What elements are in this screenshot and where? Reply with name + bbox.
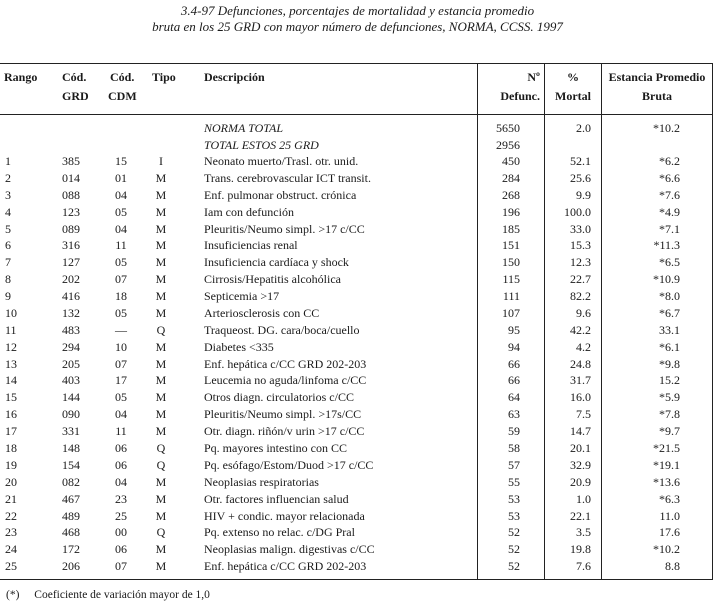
cell-estancia: *9.7 bbox=[659, 424, 680, 439]
cell-estancia: *4.9 bbox=[659, 204, 680, 219]
cell-tipo: Q bbox=[156, 441, 166, 455]
cell-mortal: 22.7 bbox=[570, 272, 591, 287]
cell-defunc: 58 bbox=[508, 441, 520, 455]
cell-descripcion: Leucemia no aguda/linfoma c/CC bbox=[204, 373, 367, 388]
cell-mortal: 9.6 bbox=[576, 305, 591, 320]
cell-mortal: 7.5 bbox=[576, 407, 591, 422]
cell-grd: 316 bbox=[62, 238, 80, 253]
cell-cdm: 04 bbox=[115, 187, 127, 202]
cell-estancia: *19.1 bbox=[653, 457, 680, 472]
cell-tipo: M bbox=[155, 474, 167, 489]
cell-descripcion: Enf. pulmonar obstruct. crónica bbox=[204, 187, 357, 202]
cell-descripcion: Iam con defunción bbox=[204, 204, 294, 219]
cell-estancia: 8.8 bbox=[665, 559, 680, 574]
footnote bbox=[6, 589, 222, 601]
cell-defunc: 284 bbox=[502, 170, 520, 185]
cell-tipo: Q bbox=[156, 322, 166, 337]
cell-estancia: 17.6 bbox=[659, 525, 680, 540]
cell-descripcion: Pq. esófago/Estom/Duod >17 c/CC bbox=[204, 457, 374, 472]
cell-cdm: 11 bbox=[115, 238, 127, 253]
cell-defunc: 66 bbox=[508, 356, 520, 371]
cell-defunc: 59 bbox=[508, 424, 520, 439]
cell-rango: 25 bbox=[5, 559, 17, 574]
cell-tipo: M bbox=[155, 407, 167, 422]
cell-cdm: 00 bbox=[115, 525, 127, 540]
cell-estancia: *9.8 bbox=[659, 356, 680, 371]
table-title-line-2: bruta en los 25 GRD con mayor número de defunciones, NORMA, CCSS. 1997 bbox=[152, 19, 563, 34]
cell-mortal: 15.3 bbox=[570, 238, 591, 253]
cell-mortal: 52.1 bbox=[570, 154, 591, 168]
cell-rango: 13 bbox=[5, 356, 17, 371]
norma-total-mortal: 2.0 bbox=[576, 121, 591, 135]
cell-estancia: *7.8 bbox=[659, 407, 680, 422]
cell-descripcion: Cirrosis/Hepatitis alcohólica bbox=[204, 272, 341, 287]
cell-rango: 11 bbox=[5, 322, 17, 337]
cell-defunc: 107 bbox=[502, 305, 520, 320]
cell-tipo: Q bbox=[156, 525, 166, 540]
cell-rango: 22 bbox=[5, 508, 17, 523]
cell-grd: 205 bbox=[62, 356, 80, 371]
cell-tipo: M bbox=[155, 272, 167, 287]
top-rule bbox=[0, 63, 713, 64]
cell-tipo: I bbox=[159, 154, 163, 168]
header-cod-cdm-2: CDM bbox=[108, 89, 137, 103]
cell-mortal: 16.0 bbox=[570, 390, 591, 405]
cell-cdm: 06 bbox=[115, 457, 127, 472]
cell-tipo: M bbox=[155, 170, 167, 185]
cell-grd: 090 bbox=[62, 407, 80, 422]
norma-total-label: NORMA TOTAL bbox=[204, 121, 284, 135]
footnote-mark: (*) bbox=[6, 589, 20, 601]
cell-cdm: 06 bbox=[115, 441, 127, 455]
cell-estancia: 33.1 bbox=[659, 322, 680, 337]
cell-cdm: 11 bbox=[115, 424, 127, 439]
cell-descripcion: Otr. diagn. riñón/v urin >17 c/CC bbox=[204, 424, 365, 439]
cell-mortal: 7.6 bbox=[576, 559, 591, 574]
cell-estancia: *6.3 bbox=[659, 491, 680, 506]
cell-mortal: 3.5 bbox=[576, 525, 591, 540]
cell-defunc: 95 bbox=[508, 322, 520, 337]
norma-total-defunc: 5650 bbox=[496, 121, 520, 135]
cell-grd: 331 bbox=[62, 424, 80, 439]
cell-mortal: 20.9 bbox=[570, 474, 591, 489]
cell-cdm: 01 bbox=[115, 170, 127, 185]
cell-defunc: 115 bbox=[502, 272, 520, 287]
cell-mortal: 20.1 bbox=[570, 441, 591, 455]
grd-total-label: TOTAL ESTOS 25 GRD bbox=[204, 138, 319, 152]
cell-grd: 014 bbox=[62, 170, 80, 185]
cell-estancia: *6.7 bbox=[659, 305, 680, 320]
cell-estancia: *10.2 bbox=[653, 542, 680, 557]
cell-rango: 1 bbox=[5, 154, 11, 168]
cell-mortal: 24.8 bbox=[570, 356, 591, 371]
cell-cdm: 17 bbox=[115, 373, 127, 388]
cell-cdm: 15 bbox=[115, 154, 127, 168]
cell-estancia: *6.2 bbox=[659, 154, 680, 168]
cell-defunc: 450 bbox=[502, 154, 520, 168]
cell-tipo: M bbox=[155, 339, 167, 354]
cell-defunc: 64 bbox=[508, 390, 520, 405]
cell-rango: 24 bbox=[5, 542, 17, 557]
cell-defunc: 52 bbox=[508, 525, 520, 540]
header-rango: Rango bbox=[4, 70, 38, 84]
header-mortal-1: % bbox=[567, 70, 579, 84]
cell-descripcion: Otr. factores influencian salud bbox=[204, 491, 349, 506]
cell-grd: 172 bbox=[62, 542, 80, 557]
cell-estancia: 15.2 bbox=[659, 373, 680, 388]
cell-grd: 132 bbox=[62, 305, 80, 320]
cell-grd: 483 bbox=[62, 322, 80, 337]
cell-descripcion: Insuficiencia cardíaca y shock bbox=[204, 255, 349, 270]
cell-estancia: 11.0 bbox=[659, 508, 680, 523]
cell-cdm: 07 bbox=[115, 272, 127, 287]
cell-descripcion: Enf. hepática c/CC GRD 202-203 bbox=[204, 559, 367, 574]
cell-defunc: 196 bbox=[502, 204, 520, 219]
cell-grd: 082 bbox=[62, 474, 80, 489]
norma-total-estancia: *10.2 bbox=[653, 121, 680, 135]
cell-defunc: 151 bbox=[502, 238, 520, 253]
cell-descripcion: Arteriosclerosis con CC bbox=[204, 305, 320, 320]
cell-descripcion: Trans. cerebrovascular ICT transit. bbox=[204, 170, 371, 185]
cell-descripcion: Neoplasias respiratorias bbox=[204, 474, 319, 489]
cell-grd: 206 bbox=[62, 559, 80, 574]
cell-cdm: 04 bbox=[115, 474, 127, 489]
header-tipo: Tipo bbox=[152, 70, 176, 84]
cell-mortal: 22.1 bbox=[570, 508, 591, 523]
cell-defunc: 63 bbox=[508, 407, 520, 422]
cell-defunc: 268 bbox=[502, 187, 520, 202]
cell-defunc: 55 bbox=[508, 474, 520, 489]
cell-defunc: 53 bbox=[508, 491, 520, 506]
header-cod-grd-2: GRD bbox=[62, 89, 89, 103]
cell-tipo: M bbox=[155, 491, 167, 506]
cell-mortal: 1.0 bbox=[576, 491, 591, 506]
cell-descripcion: Enf. hepática c/CC GRD 202-203 bbox=[204, 356, 367, 371]
grd-total-defunc: 2956 bbox=[496, 138, 520, 152]
cell-cdm: 10 bbox=[115, 339, 127, 354]
cell-mortal: 33.0 bbox=[570, 221, 591, 236]
cell-grd: 468 bbox=[62, 525, 80, 540]
cell-tipo: M bbox=[155, 238, 167, 253]
cell-defunc: 111 bbox=[502, 289, 520, 303]
cell-estancia: *7.6 bbox=[659, 187, 680, 202]
cell-defunc: 57 bbox=[508, 457, 520, 472]
cell-descripcion: Pleuritis/Neumo simpl. >17 c/CC bbox=[204, 221, 365, 236]
header-rule bbox=[0, 114, 713, 115]
cell-rango: 19 bbox=[5, 457, 17, 472]
cell-rango: 6 bbox=[5, 238, 11, 253]
cell-cdm: 06 bbox=[115, 542, 127, 557]
cell-cdm: 05 bbox=[115, 390, 127, 405]
cell-rango: 15 bbox=[5, 390, 17, 405]
cell-grd: 416 bbox=[62, 289, 80, 303]
cell-defunc: 150 bbox=[502, 255, 520, 270]
cell-rango: 23 bbox=[5, 525, 17, 540]
cell-mortal: 82.2 bbox=[570, 289, 591, 303]
cell-tipo: M bbox=[155, 221, 167, 236]
cell-grd: 154 bbox=[62, 457, 80, 472]
cell-estancia: *8.0 bbox=[659, 289, 680, 303]
cell-descripcion: Septicemia >17 bbox=[204, 289, 280, 303]
cell-mortal: 31.7 bbox=[570, 373, 591, 388]
cell-tipo: M bbox=[155, 542, 167, 557]
cell-descripcion: Insuficiencias renal bbox=[204, 238, 298, 253]
cell-estancia: *6.5 bbox=[659, 255, 680, 270]
header-cod-grd-1: Cód. bbox=[62, 70, 87, 84]
cell-cdm: 04 bbox=[115, 407, 127, 422]
cell-cdm: 07 bbox=[115, 356, 127, 371]
cell-estancia: *21.5 bbox=[653, 441, 680, 455]
cell-tipo: M bbox=[155, 204, 167, 219]
cell-descripcion: Pq. extenso no relac. c/DG Pral bbox=[204, 525, 355, 540]
header-mortal-2: Mortal bbox=[555, 89, 591, 103]
cell-tipo: M bbox=[155, 356, 167, 371]
cell-rango: 8 bbox=[5, 272, 11, 287]
cell-grd: 089 bbox=[62, 221, 80, 236]
cell-defunc: 94 bbox=[508, 339, 520, 354]
cell-mortal: 4.2 bbox=[576, 339, 591, 354]
cell-rango: 4 bbox=[5, 204, 11, 219]
cell-cdm: — bbox=[115, 322, 127, 337]
cell-descripcion: Neoplasias malign. digestivas c/CC bbox=[204, 542, 375, 557]
cell-defunc: 52 bbox=[508, 542, 520, 557]
cell-grd: 202 bbox=[62, 272, 80, 287]
cell-mortal: 25.6 bbox=[570, 170, 591, 185]
footnote-text: Coeficiente de variación mayor de 1,0 bbox=[34, 589, 210, 601]
header-descripcion: Descripción bbox=[204, 70, 265, 84]
cell-tipo: M bbox=[155, 390, 167, 405]
cell-grd: 088 bbox=[62, 187, 80, 202]
cell-tipo: M bbox=[155, 373, 167, 388]
header-cod-cdm-1: Cód. bbox=[110, 70, 135, 84]
cell-grd: 403 bbox=[62, 373, 80, 388]
header-estancia-1: Estancia Promedio bbox=[608, 70, 706, 84]
header-defunc-1: Nº bbox=[527, 70, 540, 84]
cell-rango: 16 bbox=[5, 407, 17, 422]
cell-descripcion: Pq. mayores intestino con CC bbox=[204, 441, 347, 455]
cell-cdm: 07 bbox=[115, 559, 127, 574]
cell-estancia: *11.3 bbox=[653, 238, 680, 253]
cell-mortal: 19.8 bbox=[570, 542, 591, 557]
cell-estancia: *7.1 bbox=[659, 221, 680, 236]
cell-cdm: 05 bbox=[115, 255, 127, 270]
cell-rango: 5 bbox=[5, 221, 11, 236]
cell-descripcion: Pleuritis/Neumo simpl. >17s/CC bbox=[204, 407, 362, 422]
cell-rango: 18 bbox=[5, 441, 17, 455]
cell-grd: 467 bbox=[62, 491, 80, 506]
cell-mortal: 12.3 bbox=[570, 255, 591, 270]
cell-tipo: M bbox=[155, 508, 167, 523]
cell-grd: 294 bbox=[62, 339, 80, 354]
cell-rango: 2 bbox=[5, 170, 11, 185]
cell-estancia: *6.6 bbox=[659, 170, 680, 185]
header-estancia-2: Bruta bbox=[642, 89, 672, 103]
cell-tipo: M bbox=[155, 424, 167, 439]
header-defunc-2: Defunc. bbox=[500, 89, 540, 103]
cell-descripcion: HIV + condic. mayor relacionada bbox=[204, 508, 365, 523]
cell-grd: 148 bbox=[62, 441, 80, 455]
cell-descripcion: Diabetes <335 bbox=[204, 339, 274, 354]
cell-estancia: *10.9 bbox=[653, 272, 680, 287]
cell-mortal: 32.9 bbox=[570, 457, 591, 472]
cell-tipo: M bbox=[155, 559, 167, 574]
cell-mortal: 42.2 bbox=[570, 322, 591, 337]
cell-rango: 3 bbox=[5, 187, 11, 202]
cell-tipo: Q bbox=[156, 457, 166, 472]
cell-grd: 144 bbox=[62, 390, 80, 405]
cell-mortal: 14.7 bbox=[570, 424, 591, 439]
cell-rango: 7 bbox=[5, 255, 11, 270]
cell-rango: 20 bbox=[5, 474, 17, 489]
cell-defunc: 185 bbox=[502, 221, 520, 236]
cell-cdm: 05 bbox=[115, 305, 127, 320]
cell-rango: 17 bbox=[5, 424, 17, 439]
cell-rango: 21 bbox=[5, 491, 17, 506]
cell-estancia: *5.9 bbox=[659, 390, 680, 405]
cell-tipo: M bbox=[155, 289, 167, 303]
cell-rango: 14 bbox=[5, 373, 17, 388]
cell-estancia: *13.6 bbox=[653, 474, 680, 489]
cell-grd: 385 bbox=[62, 154, 80, 168]
cell-grd: 489 bbox=[62, 508, 80, 523]
cell-estancia: *6.1 bbox=[659, 339, 680, 354]
table-title-line-1: 3.4-97 Defunciones, porcentajes de mortalidad y estancia promedio bbox=[180, 3, 535, 18]
cell-cdm: 05 bbox=[115, 204, 127, 219]
column-divider-right bbox=[712, 63, 713, 579]
cell-descripcion: Traqueost. DG. cara/boca/cuello bbox=[204, 322, 360, 337]
cell-tipo: M bbox=[155, 305, 167, 320]
cell-mortal: 100.0 bbox=[564, 204, 591, 219]
cell-defunc: 53 bbox=[508, 508, 520, 523]
cell-rango: 9 bbox=[5, 289, 11, 303]
cell-cdm: 18 bbox=[115, 289, 127, 303]
cell-cdm: 25 bbox=[115, 508, 127, 523]
cell-rango: 10 bbox=[5, 305, 17, 320]
cell-mortal: 9.9 bbox=[576, 187, 591, 202]
cell-defunc: 66 bbox=[508, 373, 520, 388]
cell-defunc: 52 bbox=[508, 559, 520, 574]
cell-grd: 123 bbox=[62, 204, 80, 219]
cell-cdm: 23 bbox=[115, 491, 127, 506]
cell-descripcion: Otros diagn. circulatorios c/CC bbox=[204, 390, 354, 405]
cell-descripcion: Neonato muerto/Trasl. otr. unid. bbox=[204, 154, 359, 168]
cell-grd: 127 bbox=[62, 255, 80, 270]
cell-tipo: M bbox=[155, 255, 167, 270]
cell-cdm: 04 bbox=[115, 221, 127, 236]
bottom-rule bbox=[0, 579, 713, 580]
cell-rango: 12 bbox=[5, 339, 17, 354]
cell-tipo: M bbox=[155, 187, 167, 202]
